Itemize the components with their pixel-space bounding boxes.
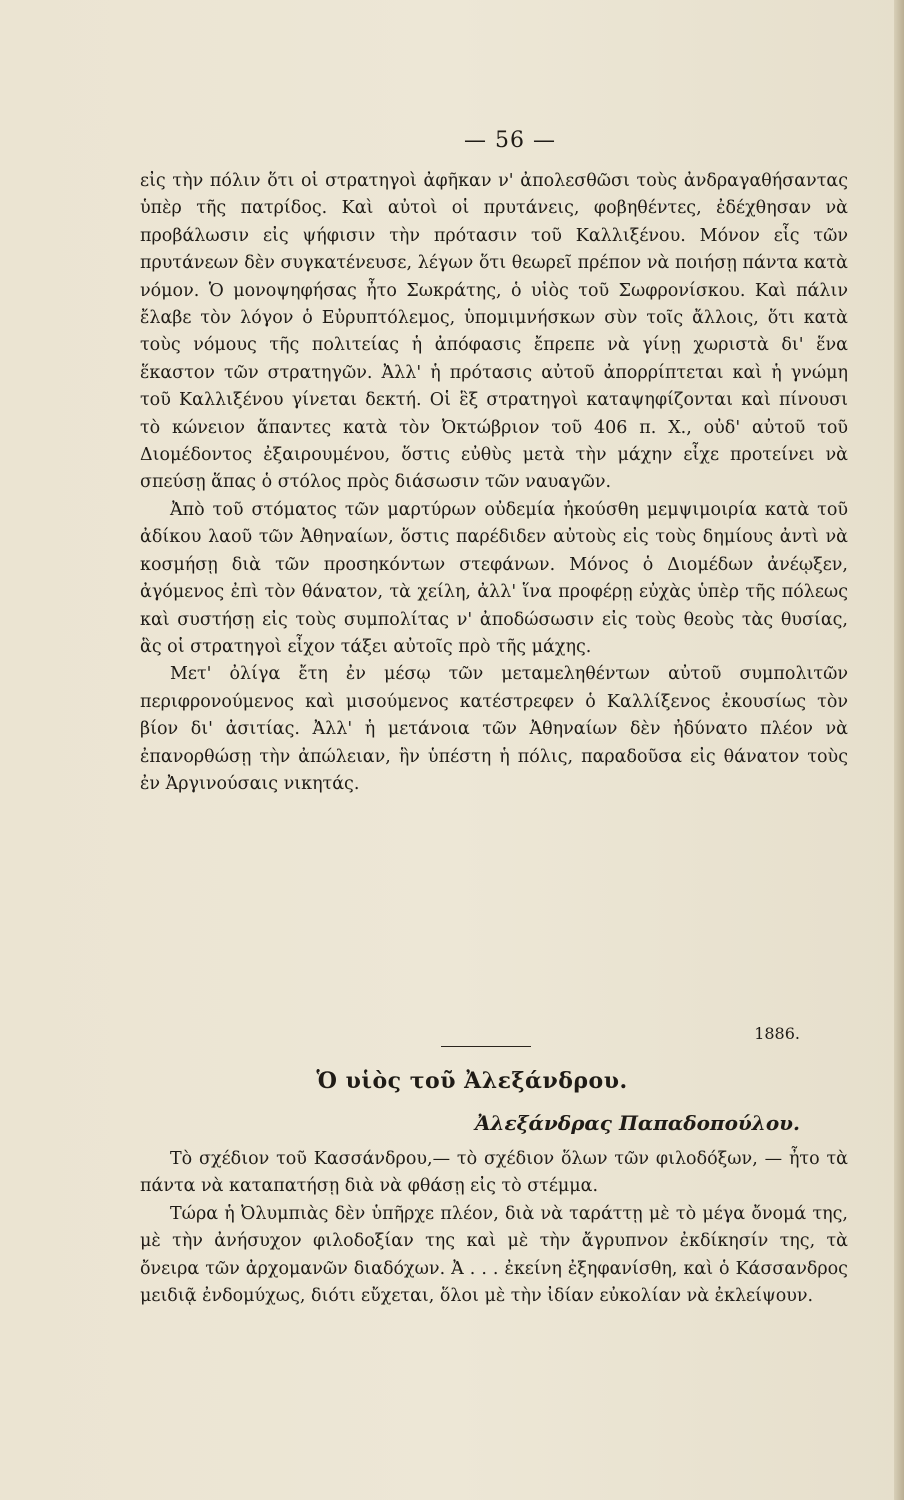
story-title: Ὁ υἱὸς τοῦ Ἀλεξάνδρου. [316,1068,628,1094]
page-edge [894,0,904,1500]
paragraph: Μετ' ὀλίγα ἔτη ἐν μέσῳ τῶν μεταμεληθέντων αὐτοῦ συμπολιτῶν περιφρονούμενος καὶ μισούμενος κατέστρεφεν ὁ Καλλίξενος ἐκουσίως τὸν βίον δι' ἀσιτίας. Ἀλλ' ἡ μετάνοια τῶν Ἀθηναίων δὲν ἠδύνατο πλέον νὰ ἐπανορθώσῃ τὴν ἀπώλειαν, ἣν ὑπέστη ἡ πόλις, παραδοῦσα εἰς θάνατον τοὺς ἐν Ἀργινούσαις νικητάς. [140,664,848,794]
section-1-text [140,168,848,798]
paragraph: Τώρα ἡ Ὀλυμπιὰς δὲν ὑπῆρχε πλέον, διὰ νὰ ταράττῃ μὲ τὸ μέγα ὄνομά της, μὲ τὴν ἀνήσυχον φιλοδοξίαν της καὶ μὲ τὴν ἄγρυπνον ἐκδίκησίν της, τὰ ὄνειρα τῶν ἀρχομανῶν διαδόχων. Ἀ . . . ἐκείνη ἐξηφανίσθη, καὶ ὁ Κάσσανδρος μειδιᾷ ἐνδομύχως, διότι εὔχεται, ὅλοι μὲ τὴν ἰδίαν εὐκολίαν νὰ ἐκλείψουν. [140,1203,848,1307]
paragraph: εἰς τὴν πόλιν ὅτι οἱ στρατηγοὶ ἀφῆκαν ν' ἀπολεσθῶσι τοὺς ἀνδραγαθήσαντας ὑπὲρ τῆς πατρίδος. Καὶ αὐτοὶ οἱ πρυτάνεις, φοβηθέντες, ἐδέχθησαν νὰ προβάλωσιν εἰς ψήφισιν τὴν πρότασιν τοῦ Καλλιξένου. Μόνον εἷς τῶν πρυτάνεων δὲν συγκατένευσε, λέγων ὅτι θεωρεῖ πρέπον νὰ ποιήσῃ πάντα κατὰ νόμον. Ὁ μονοψηφήσας ἦτο Σωκράτης, ὁ υἱὸς τοῦ Σωφρονίσκου. Καὶ πάλιν ἔλαβε τὸν λόγον ὁ Εὐρυπτόλεμος, ὑπομιμνήσκων σὺν τοῖς ἄλλοις, ὅτι κατὰ τοὺς νόμους τῆς πολιτείας ἡ ἀπόφασις ἔπρεπε νὰ γίνῃ χωριστὰ δι' ἕνα ἕκαστον τῶν στρατηγῶν. Ἀλλ' ἡ πρότασις αὐτοῦ ἀπορρίπτεται καὶ ἡ γνώμη τοῦ Καλλιξένου γίνεται δεκτή. Οἱ ἓξ στρατηγοὶ καταψηφίζονται καὶ πίνουσι τὸ κώνειον ἅπαντες κατὰ τὸν Ὀκτώβριον τοῦ 406 π. Χ., οὐδ' αὐτοῦ τοῦ Διομέδοντος ἐξαιρουμένου, ὅστις εὐθὺς μετὰ τὴν μάχην εἶχε προτείνει νὰ σπεύσῃ ἅπας ὁ στόλος πρὸς διάσωσιν τῶν ναυαγῶν. [140,171,848,493]
author-name: Ἀλεξάνδρας Παπαδοπούλου. [474,1111,800,1135]
section-2-text [140,1146,848,1310]
page-number: — 56 — [464,128,556,153]
date: 1886. [754,1024,800,1043]
paragraph: Ἀπὸ τοῦ στόματος τῶν μαρτύρων οὐδεμία ἠκούσθη μεμψιμοιρία κατὰ τοῦ ἀδίκου λαοῦ τῶν Ἀθηναίων, ὅστις παρέδιδεν αὐτοὺς εἰς τοὺς δημίους ἀντὶ νὰ κοσμήσῃ διὰ τῶν προσηκόντων στεφάνων. Μόνος ὁ Διομέδων ἀνέῳξεν, ἀγόμενος ἐπὶ τὸν θάνατον, τὰ χείλη, ἀλλ' ἵνα προφέρῃ εὐχὰς ὑπὲρ τῆς πόλεως καὶ συστήσῃ εἰς τοὺς συμπολίτας ν' ἀποδώσωσιν εἰς τοὺς θεοὺς τὰς θυσίας, ἃς οἱ στρατηγοὶ εἶχον τάξει αὐτοῖς πρὸ τῆς μάχης. [140,499,848,657]
paragraph: Τὸ σχέδιον τοῦ Κασσάνδρου,— τὸ σχέδιον ὅλων τῶν φιλοδόξων, — ἦτο τὰ πάντα νὰ καταπατήσῃ διὰ νὰ φθάσῃ εἰς τὸ στέμμα. [140,1149,848,1197]
section-divider [441,1046,531,1047]
